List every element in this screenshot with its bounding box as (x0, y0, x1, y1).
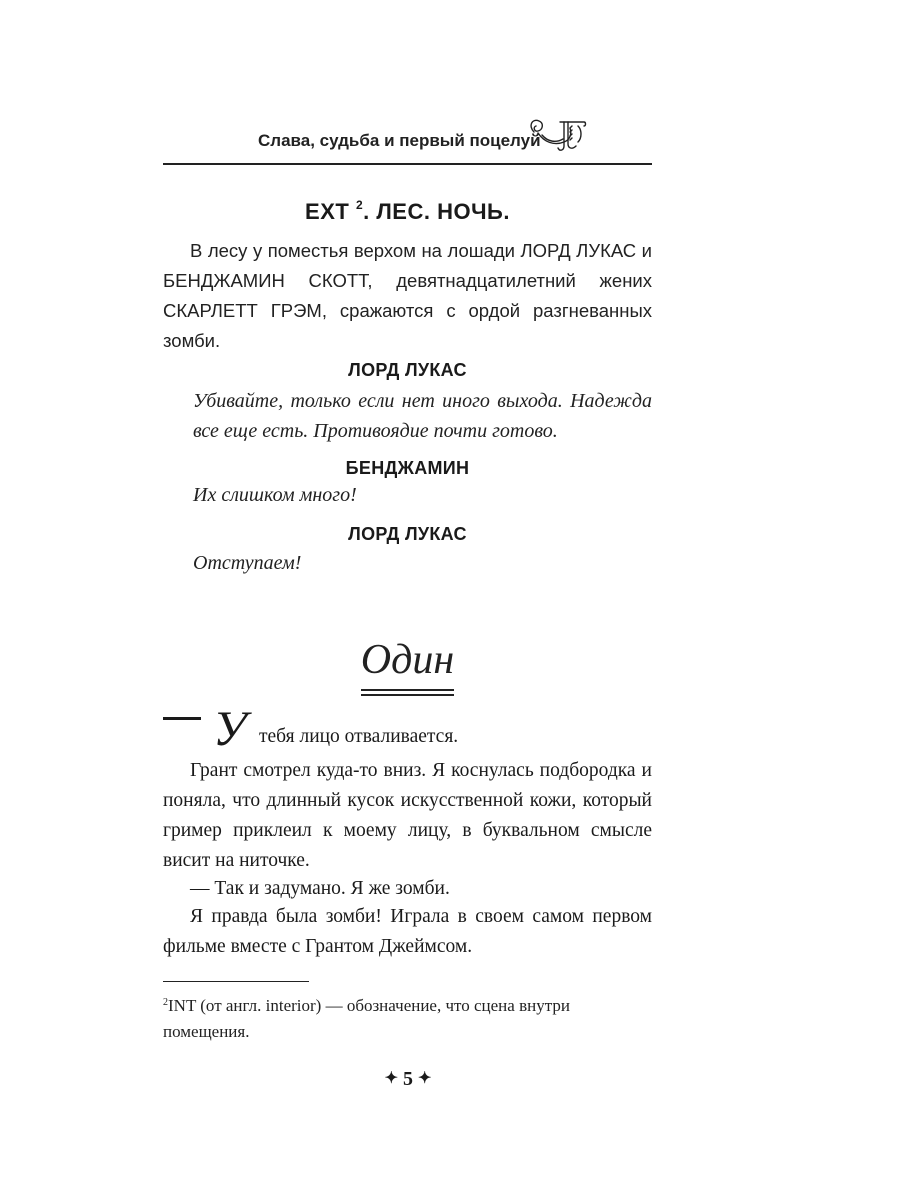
chapter-rule (361, 694, 454, 696)
body-paragraph: Я правда была зомби! Играла в своем самом первом фильме вместе с Грантом Джеймсом. (163, 906, 652, 957)
opening-line-text: тебя лицо отваливается. (259, 726, 459, 747)
body-paragraph: — Так и задумано. Я же зомби. (190, 878, 450, 899)
speaker-name: ЛОРД ЛУКАС (348, 360, 467, 380)
footnote-marker: 2 (163, 997, 168, 1008)
page-number-value: 5 (403, 1068, 413, 1090)
star-icon: ✦ (384, 1070, 398, 1087)
chapter-rule (361, 689, 454, 691)
running-head: Слава, судьба и первый поцелуй (258, 131, 541, 150)
footnote (163, 990, 652, 1045)
speaker-name: ЛОРД ЛУКАС (348, 524, 467, 544)
scene-heading-prefix: EXT (305, 199, 350, 224)
header-rule (163, 163, 652, 165)
drop-cap: У (213, 700, 247, 756)
dialogue-line: Убивайте, только если нет иного выхода. Надежда все еще есть. Противоядие почти готово. (193, 390, 652, 442)
film-reel-icon (524, 112, 590, 158)
chapter-title: Один (360, 637, 455, 683)
page-number (363, 1068, 453, 1091)
dialogue-dash (163, 717, 201, 720)
body-paragraph: Грант смотрел куда-то вниз. Я коснулась подбородка и поняла, что длинный кусок искусственной кожи, который гример приклеил к моему лицу, в буквальном смысле висит на ниточке. (163, 760, 652, 871)
action-paragraph: В лесу у поместья верхом на лошади ЛОРД ЛУКАС и БЕНДЖАМИН СКОТТ, девятнадцатилетний жених СКАРЛЕТТ ГРЭМ, сражаются с ордой разгневанных зомби. (163, 240, 652, 351)
scene-heading-text: . ЛЕС. НОЧЬ. (363, 199, 510, 224)
footnote-rule (163, 981, 309, 982)
dialogue-line: Отступаем! (193, 552, 302, 574)
star-icon: ✦ (418, 1070, 432, 1087)
footnote-ref: 2 (355, 198, 364, 212)
scene-heading (163, 198, 652, 225)
dialogue-line: Их слишком много! (193, 484, 357, 506)
opening-line (163, 700, 652, 760)
footnote-text: INT (от англ. interior) — обозначение, что сцена внутри помещения. (163, 996, 570, 1041)
speaker-name: БЕНДЖАМИН (345, 458, 470, 478)
